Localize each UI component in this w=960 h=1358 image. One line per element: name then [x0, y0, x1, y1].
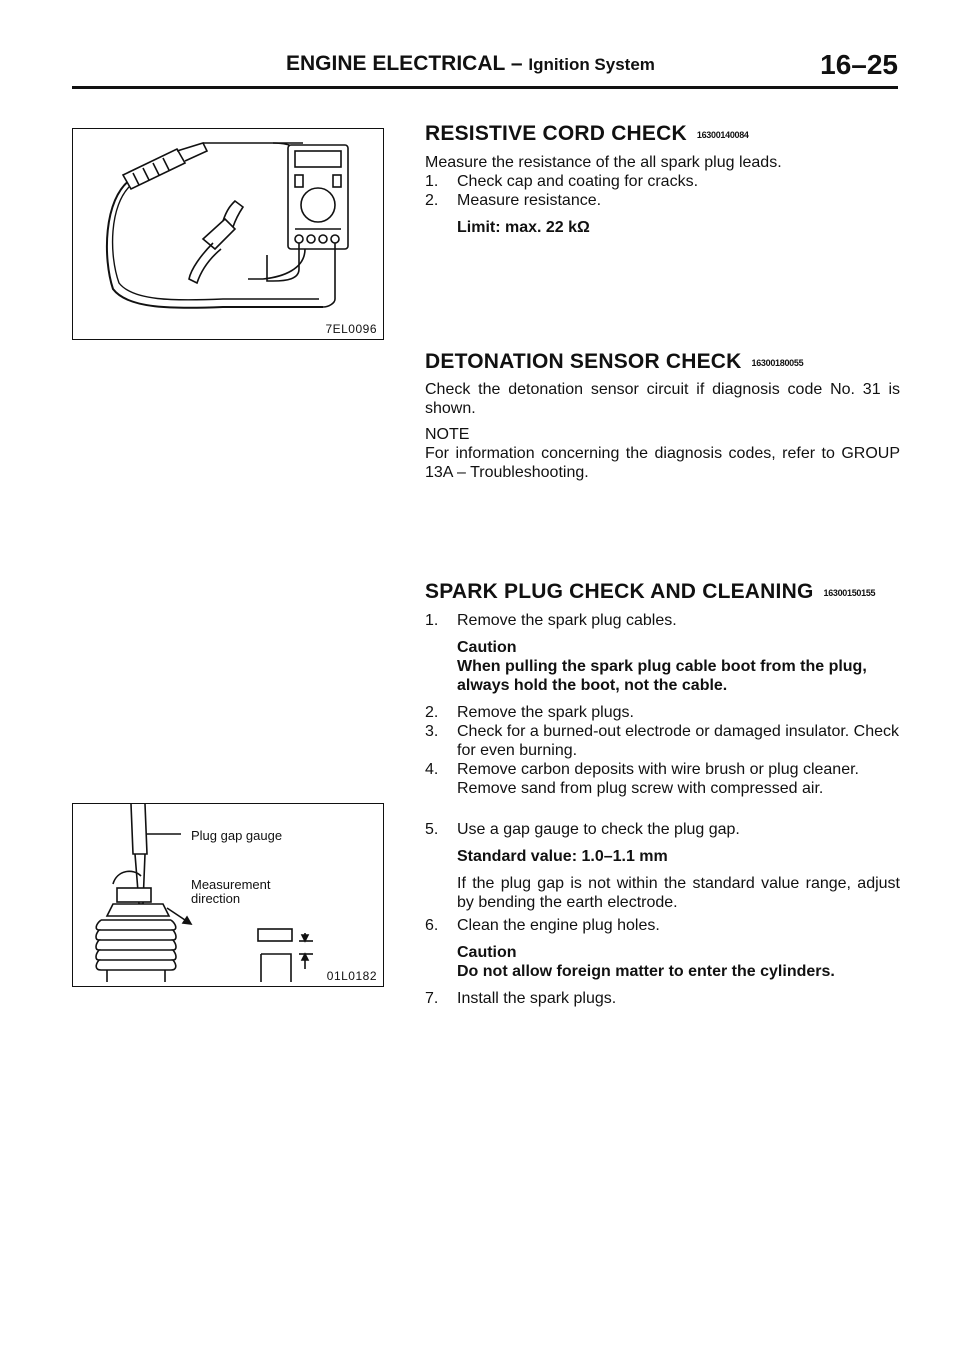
section-title	[425, 582, 900, 603]
step-item	[425, 916, 900, 935]
step-number: 2.	[425, 704, 439, 721]
caution-label: Caution	[457, 944, 517, 961]
note-label: NOTE	[425, 426, 470, 443]
standard-note: If the plug gap is not within the standard value range, adjust by bending the earth electrode.	[457, 875, 900, 911]
figure-resistive-cord	[72, 128, 384, 340]
figure-plug-gap	[72, 803, 384, 987]
header-subsection: Ignition System	[528, 55, 655, 74]
caution-label: Caution	[457, 639, 517, 656]
section-code: 16300140084	[696, 130, 749, 140]
label-measurement: Measurement	[191, 877, 271, 892]
step-item	[425, 191, 900, 210]
header-title	[286, 52, 655, 76]
step-number: 1.	[425, 173, 439, 190]
standard-value: Standard value: 1.0–1.1 mm	[457, 848, 668, 865]
step-text: Clean the engine plug holes.	[457, 917, 660, 934]
step-text: Check for a burned-out electrode or damaged insulator. Check for even burning.	[457, 723, 900, 759]
step-item	[425, 611, 900, 630]
detonation-text: Check the detonation sensor circuit if diagnosis code No. 31 is shown.	[425, 381, 900, 417]
step-text: Remove carbon deposits with wire brush or plug cleaner. Remove sand from plug screw with compressed air.	[457, 761, 859, 797]
section-title	[425, 352, 900, 373]
label-plug-gap-gauge: Plug gap gauge	[191, 828, 283, 843]
section-title-text: DETONATION SENSOR CHECK	[425, 350, 742, 373]
label-direction: direction	[191, 891, 241, 906]
step-number: 5.	[425, 821, 439, 838]
step-number: 4.	[425, 761, 439, 778]
section-spark-plug	[425, 582, 900, 1008]
step-number: 3.	[425, 723, 439, 740]
ohmmeter-illustration	[73, 129, 383, 339]
step-number: 1.	[425, 612, 439, 629]
section-title-text: SPARK PLUG CHECK AND CLEANING	[425, 580, 814, 603]
step-text: Measure resistance.	[457, 192, 602, 209]
step-number: 2.	[425, 192, 439, 209]
step-item	[425, 172, 900, 191]
note-text: For information concerning the diagnosis codes, refer to GROUP 13A – Troubleshooting.	[425, 445, 900, 481]
step-item	[425, 703, 900, 722]
step-item	[425, 989, 900, 1008]
step-number: 7.	[425, 990, 439, 1007]
section-title-text: RESISTIVE CORD CHECK	[425, 122, 687, 145]
step-text: Use a gap gauge to check the plug gap.	[457, 821, 740, 838]
step-text: Install the spark plugs.	[457, 990, 617, 1007]
step-number: 6.	[425, 917, 439, 934]
section-resistive-cord	[425, 124, 900, 237]
step-text: Remove the spark plugs.	[457, 704, 634, 721]
figure-code: 01L0182	[326, 969, 377, 983]
caution-text: When pulling the spark plug cable boot from the plug, always hold the boot, not the cable.	[457, 658, 867, 694]
step-text: Remove the spark plug cables.	[457, 612, 677, 629]
intro-text: Measure the resistance of the all spark plug leads.	[425, 154, 782, 171]
header-section: ENGINE ELECTRICAL	[286, 52, 505, 75]
step-item	[425, 820, 900, 839]
header-dash: –	[510, 52, 523, 75]
figure-code: 7EL0096	[325, 322, 377, 336]
section-code: 16300180055	[751, 358, 804, 368]
limit-value: Limit: max. 22 kΩ	[457, 219, 590, 236]
step-text: Check cap and coating for cracks.	[457, 173, 699, 190]
caution-text: Do not allow foreign matter to enter the cylinders.	[457, 963, 835, 980]
header-rule	[72, 86, 898, 89]
section-code: 16300150155	[823, 588, 876, 598]
page-number: 16–25	[820, 49, 898, 80]
step-item	[425, 722, 900, 760]
page-header	[72, 49, 898, 86]
step-item	[425, 760, 900, 798]
section-detonation-sensor	[425, 352, 900, 482]
section-title	[425, 124, 900, 145]
